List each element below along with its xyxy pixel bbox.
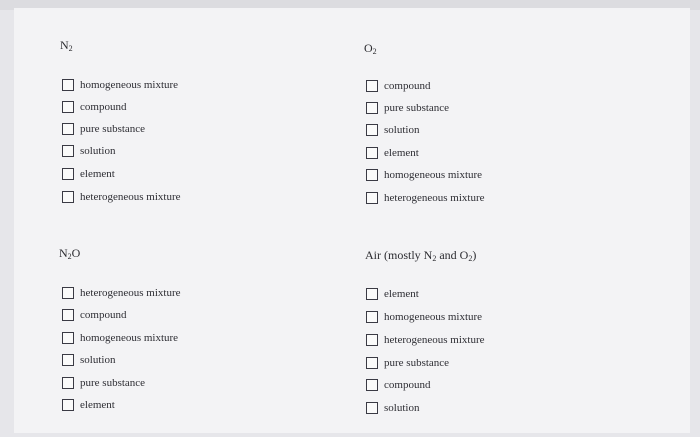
option-label: heterogeneous mixture (384, 192, 485, 204)
checkbox-box[interactable] (62, 191, 74, 203)
question-title-n2o: $N_2O$ (59, 246, 81, 261)
checkbox-box[interactable] (62, 168, 74, 180)
checkbox-box[interactable] (366, 169, 378, 181)
checkbox-option[interactable] (366, 145, 419, 161)
option-label: solution (80, 145, 116, 157)
checkbox-box[interactable] (366, 334, 378, 346)
checkbox-box[interactable] (62, 354, 74, 366)
checkbox-box[interactable] (366, 80, 378, 92)
checkbox-option[interactable] (62, 99, 126, 115)
checkbox-option[interactable] (62, 375, 145, 391)
checkbox-box[interactable] (366, 192, 378, 204)
option-label: compound (80, 309, 127, 321)
checkbox-option[interactable] (62, 285, 181, 301)
option-label: compound (80, 101, 127, 113)
option-label: homogeneous mixture (80, 79, 179, 91)
checkbox-box[interactable] (366, 147, 378, 159)
question-panel (14, 8, 690, 433)
checkbox-box[interactable] (366, 402, 378, 414)
checkbox-option[interactable] (62, 189, 181, 205)
checkbox-box[interactable] (366, 311, 378, 323)
checkbox-box[interactable] (366, 124, 378, 136)
question-title-o2: $O_2$ (364, 41, 377, 56)
checkbox-option[interactable] (62, 330, 178, 346)
checkbox-option[interactable] (366, 78, 430, 94)
checkbox-box[interactable] (366, 357, 378, 369)
checkbox-box[interactable] (366, 288, 378, 300)
option-label: element (384, 147, 419, 159)
option-label: homogeneous mixture (384, 311, 483, 323)
question-title-air: Air (mostly $N_2$ and $O_2$) (365, 248, 477, 263)
option-label: pure substance (384, 102, 450, 114)
option-label: pure substance (80, 377, 146, 389)
option-label: homogeneous mixture (384, 169, 483, 181)
checkbox-option[interactable] (366, 190, 485, 206)
checkbox-option[interactable] (366, 286, 419, 302)
option-label: heterogeneous mixture (384, 334, 485, 346)
checkbox-option[interactable] (62, 143, 115, 159)
checkbox-box[interactable] (62, 101, 74, 113)
option-label: solution (384, 402, 420, 414)
checkbox-box[interactable] (62, 399, 74, 411)
checkbox-option[interactable] (366, 355, 449, 371)
checkbox-box[interactable] (62, 145, 74, 157)
option-label: solution (384, 124, 420, 136)
checkbox-option[interactable] (366, 400, 419, 416)
checkbox-option[interactable] (366, 122, 419, 138)
checkbox-option[interactable] (62, 397, 115, 413)
checkbox-box[interactable] (62, 377, 74, 389)
checkbox-option[interactable] (366, 309, 482, 325)
checkbox-option[interactable] (366, 332, 485, 348)
option-label: compound (384, 80, 431, 92)
checkbox-box[interactable] (366, 379, 378, 391)
checkbox-option[interactable] (366, 167, 482, 183)
option-label: pure substance (80, 123, 146, 135)
option-label: element (80, 399, 115, 411)
option-label: compound (384, 379, 431, 391)
option-label: heterogeneous mixture (80, 287, 181, 299)
option-label: homogeneous mixture (80, 332, 179, 344)
option-label: solution (80, 354, 116, 366)
checkbox-box[interactable] (62, 123, 74, 135)
option-label: pure substance (384, 357, 450, 369)
checkbox-box[interactable] (366, 102, 378, 114)
checkbox-option[interactable] (62, 166, 115, 182)
checkbox-option[interactable] (62, 352, 115, 368)
checkbox-option[interactable] (62, 307, 126, 323)
checkbox-box[interactable] (62, 79, 74, 91)
option-label: element (80, 168, 115, 180)
question-title-n2: $N_2$ (60, 38, 73, 53)
option-label: heterogeneous mixture (80, 191, 181, 203)
checkbox-option[interactable] (62, 77, 178, 93)
checkbox-box[interactable] (62, 309, 74, 321)
checkbox-box[interactable] (62, 287, 74, 299)
checkbox-option[interactable] (366, 100, 449, 116)
checkbox-box[interactable] (62, 332, 74, 344)
option-label: element (384, 288, 419, 300)
checkbox-option[interactable] (62, 121, 145, 137)
checkbox-option[interactable] (366, 377, 430, 393)
